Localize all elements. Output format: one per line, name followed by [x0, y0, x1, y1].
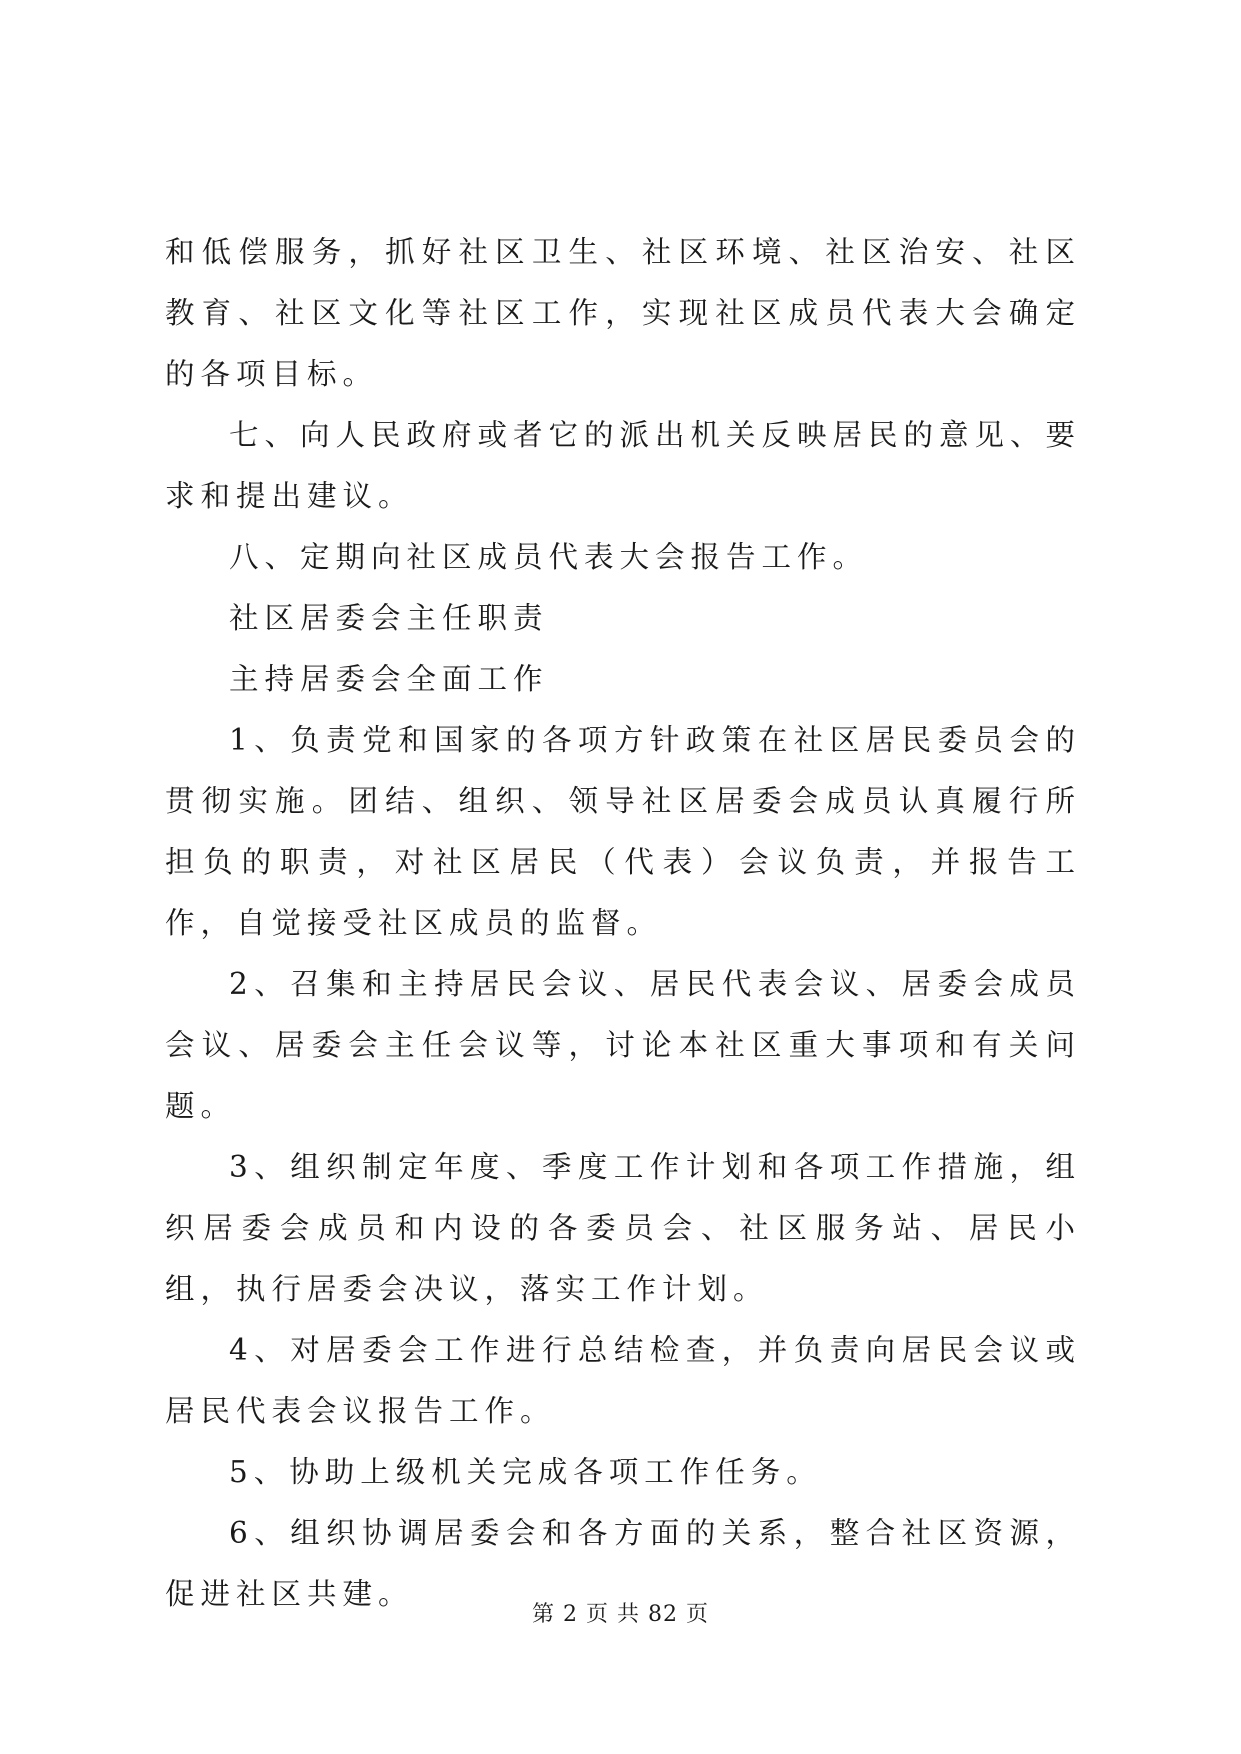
paragraph-item-8: 八、定期向社区成员代表大会报告工作。 — [229, 540, 869, 574]
duty-item-2: 2、召集和主持居民会议、居民代表会议、居委会成员会议、居委会主任会议等，讨论本社区重大事项和有关问题。 — [165, 967, 1081, 1123]
duty-item-6: 6、组织协调居委会和各方面的关系，整合社区资源，促进社区共建。 — [165, 1516, 1081, 1611]
section-subheading: 主持居委会全面工作 — [229, 662, 549, 696]
duty-item-4: 4、对居委会工作进行总结检查，并负责向居民会议或居民代表会议报告工作。 — [165, 1333, 1081, 1428]
document-body — [165, 222, 1081, 1625]
paragraph-continuation: 和低偿服务，抓好社区卫生、社区环境、社区治安、社区教育、社区文化等社区工作，实现社区成员代表大会确定的各项目标。 — [165, 235, 1081, 391]
duty-item-3: 3、组织制定年度、季度工作计划和各项工作措施，组织居委会成员和内设的各委员会、社区服务站、居民小组，执行居委会决议，落实工作计划。 — [165, 1150, 1081, 1306]
page-number-footer: 第 2 页 共 82 页 — [532, 1602, 709, 1627]
duty-item-5: 5、协助上级机关完成各项工作任务。 — [229, 1455, 822, 1489]
duty-item-1: 1、负责党和国家的各项方针政策在社区居民委员会的贯彻实施。团结、组织、领导社区居委会成员认真履行所担负的职责，对社区居民（代表）会议负责，并报告工作，自觉接受社区成员的监督。 — [165, 723, 1081, 940]
paragraph-item-7: 七、向人民政府或者它的派出机关反映居民的意见、要求和提出建议。 — [165, 418, 1082, 513]
section-heading: 社区居委会主任职责 — [229, 601, 549, 635]
